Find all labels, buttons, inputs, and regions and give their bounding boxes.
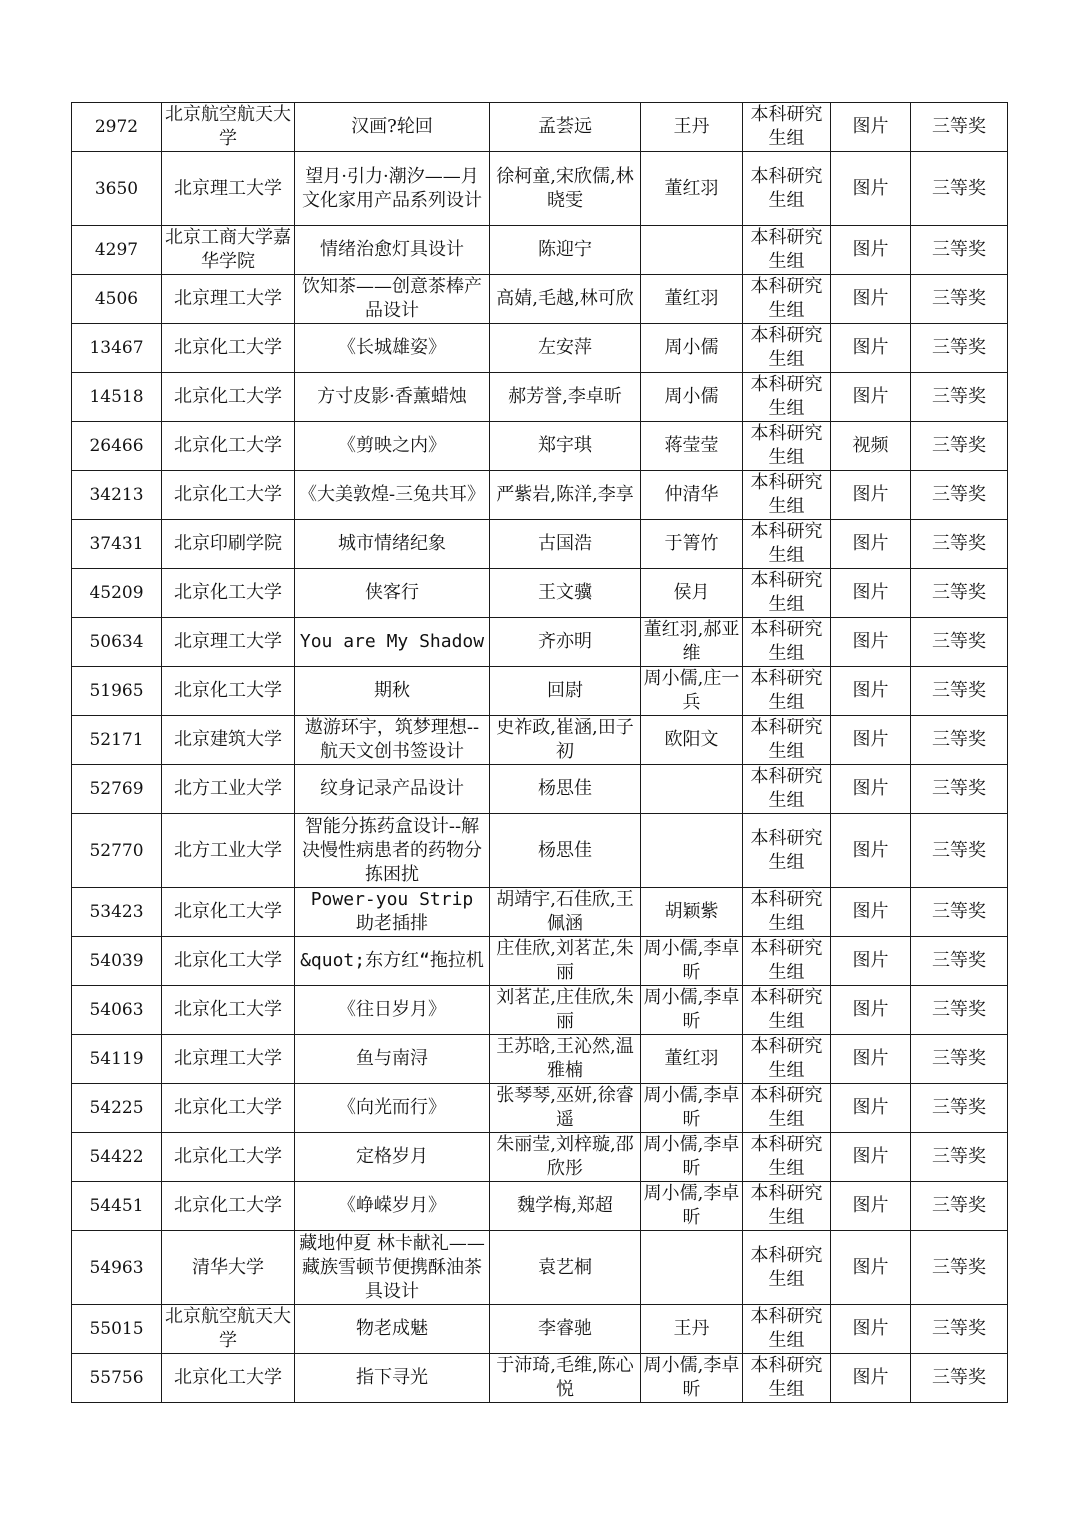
work-title-cell: 定格岁月 [295, 1133, 490, 1182]
type-cell: 图片 [831, 765, 911, 814]
entry-id-cell: 52769 [72, 765, 162, 814]
type-cell: 图片 [831, 667, 911, 716]
type-cell: 图片 [831, 103, 911, 152]
advisor-cell: 侯月 [641, 569, 743, 618]
entry-id-cell: 54225 [72, 1084, 162, 1133]
advisor-cell: 胡颖紫 [641, 888, 743, 937]
authors-cell: 于沛琦,毛维,陈心悦 [490, 1354, 641, 1403]
authors-cell: 高婧,毛越,林可欣 [490, 275, 641, 324]
type-cell: 图片 [831, 937, 911, 986]
type-cell: 视频 [831, 422, 911, 471]
work-title-cell: 汉画?轮回 [295, 103, 490, 152]
school-cell: 北京建筑大学 [162, 716, 295, 765]
group-cell: 本科研究生组 [743, 937, 831, 986]
work-title-cell: 饮知茶——创意茶棒产品设计 [295, 275, 490, 324]
award-cell: 三等奖 [911, 986, 1008, 1035]
authors-cell: 杨思佳 [490, 765, 641, 814]
work-title-cell: 侠客行 [295, 569, 490, 618]
table-row [72, 716, 1008, 765]
type-cell: 图片 [831, 324, 911, 373]
authors-cell: 古国浩 [490, 520, 641, 569]
group-cell: 本科研究生组 [743, 1354, 831, 1403]
advisor-cell: 周小儒,李卓昕 [641, 937, 743, 986]
advisor-cell: 周小儒,李卓昕 [641, 1133, 743, 1182]
group-cell: 本科研究生组 [743, 986, 831, 1035]
entry-id-cell: 54119 [72, 1035, 162, 1084]
advisor-cell: 欧阳文 [641, 716, 743, 765]
entry-id-cell: 50634 [72, 618, 162, 667]
award-cell: 三等奖 [911, 324, 1008, 373]
work-title-cell: Power-you Strip 助老插排 [295, 888, 490, 937]
authors-cell: 袁艺桐 [490, 1231, 641, 1305]
entry-id-cell: 52770 [72, 814, 162, 888]
award-cell: 三等奖 [911, 226, 1008, 275]
work-title-cell: You are My Shadow [295, 618, 490, 667]
group-cell: 本科研究生组 [743, 1084, 831, 1133]
type-cell: 图片 [831, 1035, 911, 1084]
entry-id-cell: 52171 [72, 716, 162, 765]
advisor-cell: 周小儒,李卓昕 [641, 1354, 743, 1403]
authors-cell: 齐亦明 [490, 618, 641, 667]
advisor-cell [641, 814, 743, 888]
award-cell: 三等奖 [911, 422, 1008, 471]
authors-cell: 胡靖宇,石佳欣,王佩涵 [490, 888, 641, 937]
advisor-cell: 王丹 [641, 103, 743, 152]
type-cell: 图片 [831, 1133, 911, 1182]
group-cell: 本科研究生组 [743, 888, 831, 937]
table-row [72, 103, 1008, 152]
award-cell: 三等奖 [911, 1354, 1008, 1403]
authors-cell: 庄佳欣,刘茗芷,朱丽 [490, 937, 641, 986]
table-row [72, 1305, 1008, 1354]
type-cell: 图片 [831, 1305, 911, 1354]
school-cell: 北京化工大学 [162, 1084, 295, 1133]
table-row [72, 618, 1008, 667]
table-row [72, 888, 1008, 937]
type-cell: 图片 [831, 569, 911, 618]
authors-cell: 刘茗芷,庄佳欣,朱丽 [490, 986, 641, 1035]
award-cell: 三等奖 [911, 103, 1008, 152]
award-table-body [72, 103, 1008, 1403]
school-cell: 北京理工大学 [162, 618, 295, 667]
school-cell: 北京化工大学 [162, 324, 295, 373]
group-cell: 本科研究生组 [743, 765, 831, 814]
table-row [72, 152, 1008, 226]
table-row [72, 1035, 1008, 1084]
entry-id-cell: 55015 [72, 1305, 162, 1354]
work-title-cell: 《剪映之内》 [295, 422, 490, 471]
type-cell: 图片 [831, 618, 911, 667]
school-cell: 清华大学 [162, 1231, 295, 1305]
school-cell: 北京工商大学嘉华学院 [162, 226, 295, 275]
advisor-cell [641, 1231, 743, 1305]
type-cell: 图片 [831, 986, 911, 1035]
school-cell: 北京化工大学 [162, 569, 295, 618]
type-cell: 图片 [831, 275, 911, 324]
table-row [72, 569, 1008, 618]
work-title-cell: 藏地仲夏 林卡献礼——藏族雪顿节便携酥油茶具设计 [295, 1231, 490, 1305]
work-title-cell: 城市情绪纪象 [295, 520, 490, 569]
group-cell: 本科研究生组 [743, 422, 831, 471]
work-title-cell: &quot;东方红“拖拉机 [295, 937, 490, 986]
entry-id-cell: 54963 [72, 1231, 162, 1305]
group-cell: 本科研究生组 [743, 667, 831, 716]
group-cell: 本科研究生组 [743, 520, 831, 569]
advisor-cell: 王丹 [641, 1305, 743, 1354]
school-cell: 北京理工大学 [162, 152, 295, 226]
school-cell: 北方工业大学 [162, 814, 295, 888]
entry-id-cell: 34213 [72, 471, 162, 520]
work-title-cell: 鱼与南浔 [295, 1035, 490, 1084]
authors-cell: 徐柯童,宋欣儒,林晓雯 [490, 152, 641, 226]
table-row [72, 422, 1008, 471]
advisor-cell: 周小儒,李卓昕 [641, 1084, 743, 1133]
work-title-cell: 《峥嵘岁月》 [295, 1182, 490, 1231]
entry-id-cell: 3650 [72, 152, 162, 226]
school-cell: 北京航空航天大学 [162, 1305, 295, 1354]
group-cell: 本科研究生组 [743, 618, 831, 667]
table-row [72, 765, 1008, 814]
school-cell: 北京化工大学 [162, 937, 295, 986]
school-cell: 北京化工大学 [162, 373, 295, 422]
award-cell: 三等奖 [911, 888, 1008, 937]
type-cell: 图片 [831, 373, 911, 422]
group-cell: 本科研究生组 [743, 1035, 831, 1084]
type-cell: 图片 [831, 471, 911, 520]
group-cell: 本科研究生组 [743, 814, 831, 888]
advisor-cell: 董红羽,郝亚维 [641, 618, 743, 667]
table-row [72, 1133, 1008, 1182]
school-cell: 北京理工大学 [162, 1035, 295, 1084]
table-row [72, 814, 1008, 888]
advisor-cell: 蒋莹莹 [641, 422, 743, 471]
work-title-cell: 指下寻光 [295, 1354, 490, 1403]
authors-cell: 朱丽莹,刘梓璇,邵欣彤 [490, 1133, 641, 1182]
table-row [72, 471, 1008, 520]
entry-id-cell: 13467 [72, 324, 162, 373]
award-cell: 三等奖 [911, 1133, 1008, 1182]
award-cell: 三等奖 [911, 1182, 1008, 1231]
entry-id-cell: 26466 [72, 422, 162, 471]
award-cell: 三等奖 [911, 152, 1008, 226]
group-cell: 本科研究生组 [743, 103, 831, 152]
type-cell: 图片 [831, 716, 911, 765]
type-cell: 图片 [831, 520, 911, 569]
award-cell: 三等奖 [911, 814, 1008, 888]
work-title-cell: 物老成魅 [295, 1305, 490, 1354]
authors-cell: 史祚政,崔涵,田子初 [490, 716, 641, 765]
authors-cell: 李睿驰 [490, 1305, 641, 1354]
group-cell: 本科研究生组 [743, 152, 831, 226]
award-cell: 三等奖 [911, 520, 1008, 569]
group-cell: 本科研究生组 [743, 275, 831, 324]
work-title-cell: 智能分拣药盒设计--解决慢性病患者的药物分拣困扰 [295, 814, 490, 888]
entry-id-cell: 37431 [72, 520, 162, 569]
advisor-cell [641, 226, 743, 275]
group-cell: 本科研究生组 [743, 1305, 831, 1354]
table-row [72, 373, 1008, 422]
award-cell: 三等奖 [911, 275, 1008, 324]
award-cell: 三等奖 [911, 373, 1008, 422]
school-cell: 北京化工大学 [162, 1133, 295, 1182]
school-cell: 北京理工大学 [162, 275, 295, 324]
table-row [72, 226, 1008, 275]
authors-cell: 回尉 [490, 667, 641, 716]
table-row [72, 1084, 1008, 1133]
advisor-cell: 董红羽 [641, 275, 743, 324]
advisor-cell: 周小儒 [641, 373, 743, 422]
entry-id-cell: 54039 [72, 937, 162, 986]
entry-id-cell: 14518 [72, 373, 162, 422]
school-cell: 北京化工大学 [162, 1354, 295, 1403]
table-row [72, 1182, 1008, 1231]
school-cell: 北方工业大学 [162, 765, 295, 814]
school-cell: 北京航空航天大学 [162, 103, 295, 152]
table-row [72, 1354, 1008, 1403]
authors-cell: 严紫岩,陈洋,李享 [490, 471, 641, 520]
authors-cell: 左安萍 [490, 324, 641, 373]
table-row [72, 324, 1008, 373]
entry-id-cell: 2972 [72, 103, 162, 152]
entry-id-cell: 54063 [72, 986, 162, 1035]
award-cell: 三等奖 [911, 618, 1008, 667]
table-row [72, 667, 1008, 716]
work-title-cell: 情绪治愈灯具设计 [295, 226, 490, 275]
authors-cell: 魏学梅,郑超 [490, 1182, 641, 1231]
type-cell: 图片 [831, 152, 911, 226]
group-cell: 本科研究生组 [743, 226, 831, 275]
work-title-cell: 遨游环宇，筑梦理想--航天文创书签设计 [295, 716, 490, 765]
advisor-cell: 于箐竹 [641, 520, 743, 569]
award-cell: 三等奖 [911, 765, 1008, 814]
type-cell: 图片 [831, 1354, 911, 1403]
school-cell: 北京化工大学 [162, 471, 295, 520]
authors-cell: 孟荟远 [490, 103, 641, 152]
group-cell: 本科研究生组 [743, 373, 831, 422]
authors-cell: 郑宇琪 [490, 422, 641, 471]
table-row [72, 275, 1008, 324]
award-cell: 三等奖 [911, 1035, 1008, 1084]
award-cell: 三等奖 [911, 937, 1008, 986]
work-title-cell: 方寸皮影·香薰蜡烛 [295, 373, 490, 422]
award-cell: 三等奖 [911, 471, 1008, 520]
group-cell: 本科研究生组 [743, 569, 831, 618]
advisor-cell: 董红羽 [641, 152, 743, 226]
type-cell: 图片 [831, 226, 911, 275]
award-cell: 三等奖 [911, 1305, 1008, 1354]
entry-id-cell: 53423 [72, 888, 162, 937]
award-cell: 三等奖 [911, 569, 1008, 618]
school-cell: 北京化工大学 [162, 1182, 295, 1231]
table-row [72, 986, 1008, 1035]
table-row [72, 937, 1008, 986]
advisor-cell: 董红羽 [641, 1035, 743, 1084]
school-cell: 北京化工大学 [162, 888, 295, 937]
type-cell: 图片 [831, 1182, 911, 1231]
advisor-cell [641, 765, 743, 814]
award-cell: 三等奖 [911, 1231, 1008, 1305]
advisor-cell: 周小儒,李卓昕 [641, 986, 743, 1035]
authors-cell: 郝芳誉,李卓昕 [490, 373, 641, 422]
group-cell: 本科研究生组 [743, 471, 831, 520]
table-row [72, 520, 1008, 569]
school-cell: 北京化工大学 [162, 667, 295, 716]
entry-id-cell: 4506 [72, 275, 162, 324]
award-cell: 三等奖 [911, 1084, 1008, 1133]
work-title-cell: 《大美敦煌-三兔共耳》 [295, 471, 490, 520]
advisor-cell: 周小儒,庄一兵 [641, 667, 743, 716]
authors-cell: 张琴琴,巫妍,徐睿遥 [490, 1084, 641, 1133]
school-cell: 北京印刷学院 [162, 520, 295, 569]
authors-cell: 陈迎宁 [490, 226, 641, 275]
entry-id-cell: 51965 [72, 667, 162, 716]
group-cell: 本科研究生组 [743, 1182, 831, 1231]
work-title-cell: 期秋 [295, 667, 490, 716]
authors-cell: 杨思佳 [490, 814, 641, 888]
work-title-cell: 《长城雄姿》 [295, 324, 490, 373]
group-cell: 本科研究生组 [743, 324, 831, 373]
authors-cell: 王文骥 [490, 569, 641, 618]
authors-cell: 王苏晗,王沁然,温雅楠 [490, 1035, 641, 1084]
advisor-cell: 周小儒 [641, 324, 743, 373]
award-cell: 三等奖 [911, 667, 1008, 716]
type-cell: 图片 [831, 1231, 911, 1305]
entry-id-cell: 54422 [72, 1133, 162, 1182]
entry-id-cell: 55756 [72, 1354, 162, 1403]
table-row [72, 1231, 1008, 1305]
group-cell: 本科研究生组 [743, 1133, 831, 1182]
award-table [71, 102, 1008, 1403]
work-title-cell: 望月·引力·潮汐——月文化家用产品系列设计 [295, 152, 490, 226]
school-cell: 北京化工大学 [162, 986, 295, 1035]
award-cell: 三等奖 [911, 716, 1008, 765]
work-title-cell: 《往日岁月》 [295, 986, 490, 1035]
entry-id-cell: 45209 [72, 569, 162, 618]
type-cell: 图片 [831, 814, 911, 888]
advisor-cell: 仲清华 [641, 471, 743, 520]
entry-id-cell: 4297 [72, 226, 162, 275]
group-cell: 本科研究生组 [743, 716, 831, 765]
group-cell: 本科研究生组 [743, 1231, 831, 1305]
entry-id-cell: 54451 [72, 1182, 162, 1231]
advisor-cell: 周小儒,李卓昕 [641, 1182, 743, 1231]
work-title-cell: 纹身记录产品设计 [295, 765, 490, 814]
work-title-cell: 《向光而行》 [295, 1084, 490, 1133]
type-cell: 图片 [831, 888, 911, 937]
school-cell: 北京化工大学 [162, 422, 295, 471]
type-cell: 图片 [831, 1084, 911, 1133]
